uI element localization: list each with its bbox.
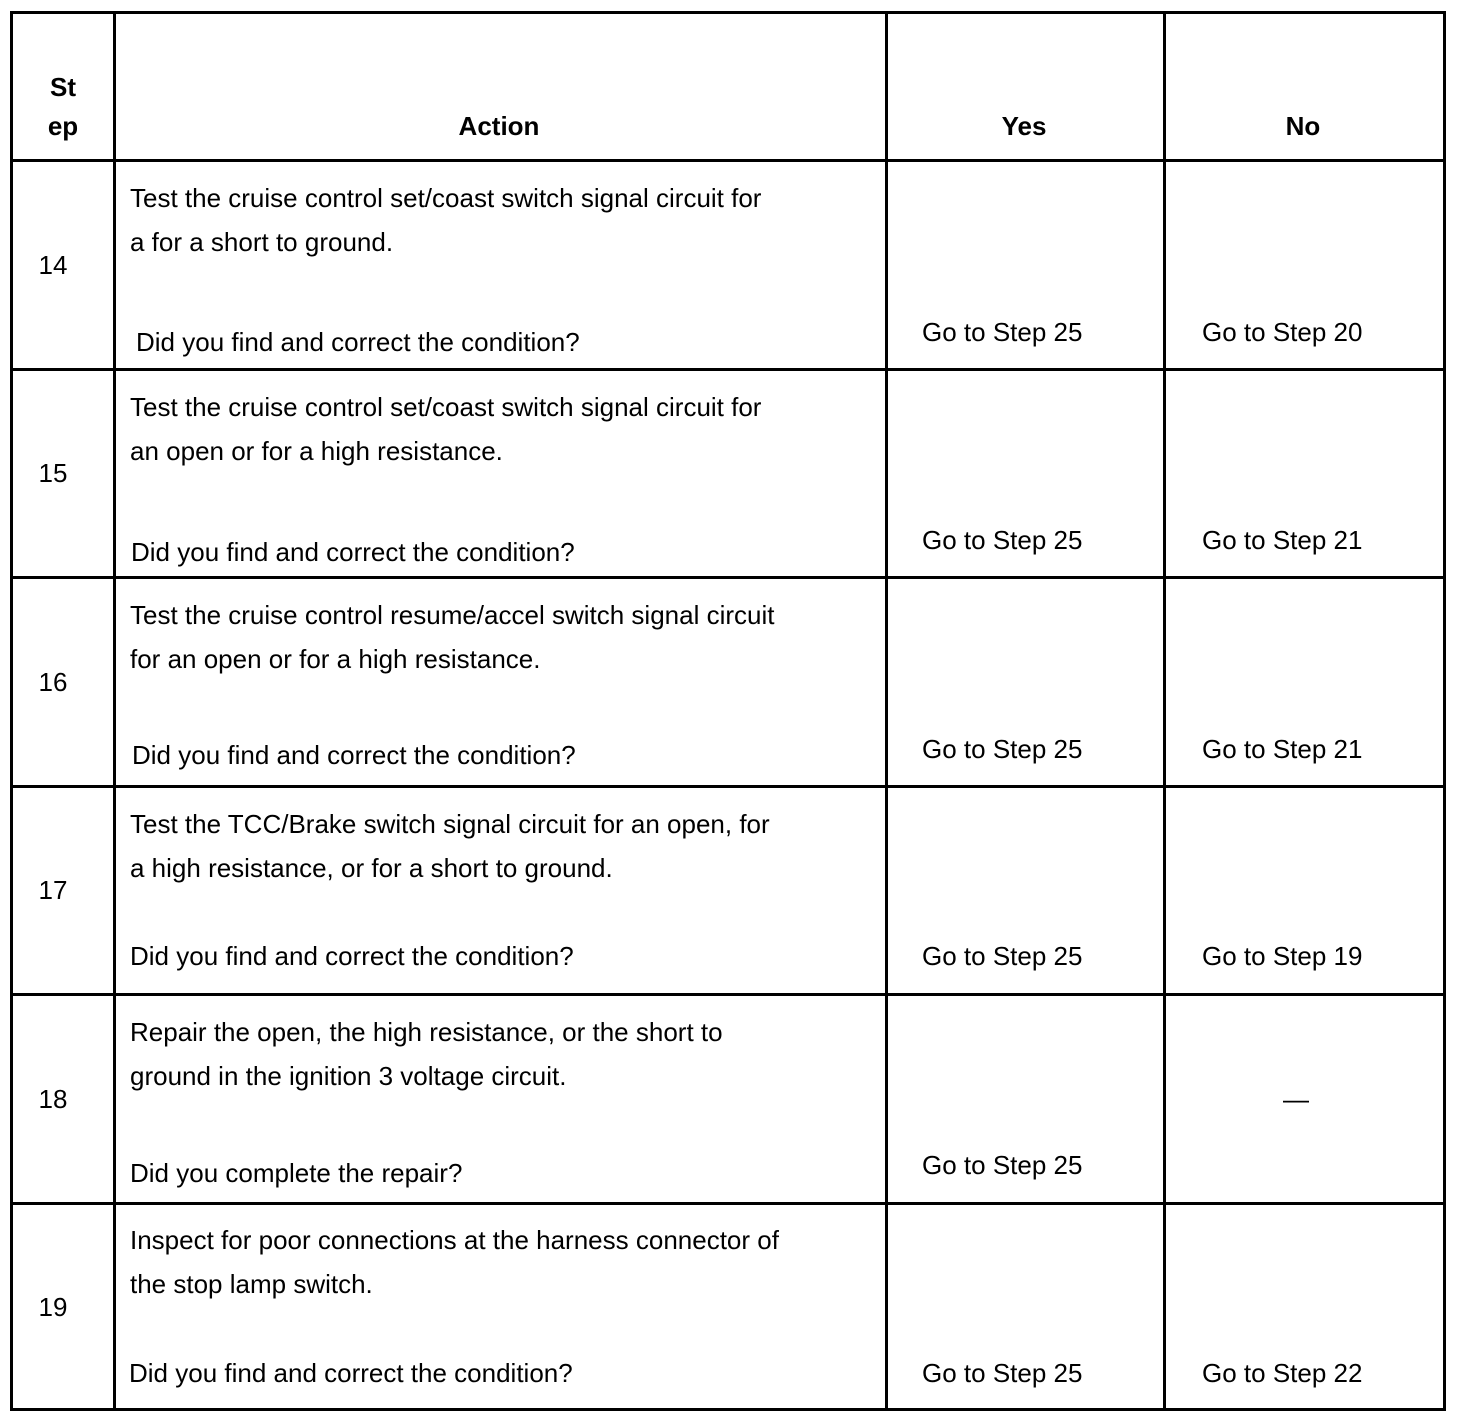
header-step-line2: ep [47,111,79,141]
action-text-line2: ground in the ignition 3 voltage circuit. [130,1061,567,1091]
row-divider [13,785,1443,788]
step-number: 16 [38,667,68,697]
action-text-line1: Test the cruise control set/coast switch signal circuit for [130,183,762,213]
no-result: Go to Step 22 [1202,1358,1363,1388]
step-number: 19 [38,1292,68,1322]
action-question: Did you find and correct the condition? [136,327,580,357]
action-text-line2: for an open or for a high resistance. [130,644,541,674]
action-text-line1: Test the cruise control resume/accel switch signal circuit [130,600,775,630]
action-question: Did you find and correct the condition? [130,941,574,971]
no-result: — [1283,1084,1309,1114]
row-divider [13,576,1443,579]
column-divider [1163,14,1166,1408]
no-result: Go to Step 20 [1202,317,1363,347]
row-divider [13,368,1443,371]
action-text-line2: an open or for a high resistance. [130,436,503,466]
step-number: 15 [38,458,68,488]
yes-result: Go to Step 25 [922,734,1083,764]
action-question: Did you find and correct the condition? [129,1358,573,1388]
row-divider [13,993,1443,996]
action-question: Did you find and correct the condition? [132,740,576,770]
no-result: Go to Step 21 [1202,734,1363,764]
row-divider [13,1202,1443,1205]
action-question: Did you find and correct the condition? [131,537,575,567]
header-step-line1: St [50,72,76,102]
yes-result: Go to Step 25 [922,1150,1083,1180]
step-number: 18 [38,1084,68,1114]
row-divider [13,159,1443,162]
yes-result: Go to Step 25 [922,941,1083,971]
column-divider [113,14,116,1408]
action-text-line2: a high resistance, or for a short to ground. [130,853,613,883]
header-yes: Yes [1001,111,1047,141]
action-text-line2: a for a short to ground. [130,227,394,257]
action-question: Did you complete the repair? [130,1158,463,1188]
no-result: Go to Step 21 [1202,525,1363,555]
yes-result: Go to Step 25 [922,317,1083,347]
no-result: Go to Step 19 [1202,941,1363,971]
action-text-line1: Repair the open, the high resistance, or the short to [130,1017,723,1047]
yes-result: Go to Step 25 [922,1358,1083,1388]
step-number: 14 [38,250,68,280]
action-text-line1: Inspect for poor connections at the harness connector of [130,1225,779,1255]
action-text-line1: Test the TCC/Brake switch signal circuit for an open, for [130,809,770,839]
header-action: Action [458,111,540,141]
action-text-line2: the stop lamp switch. [130,1269,373,1299]
action-text-line1: Test the cruise control set/coast switch signal circuit for [130,392,762,422]
step-number: 17 [38,875,68,905]
column-divider [885,14,888,1408]
yes-result: Go to Step 25 [922,525,1083,555]
header-no: No [1285,111,1321,141]
